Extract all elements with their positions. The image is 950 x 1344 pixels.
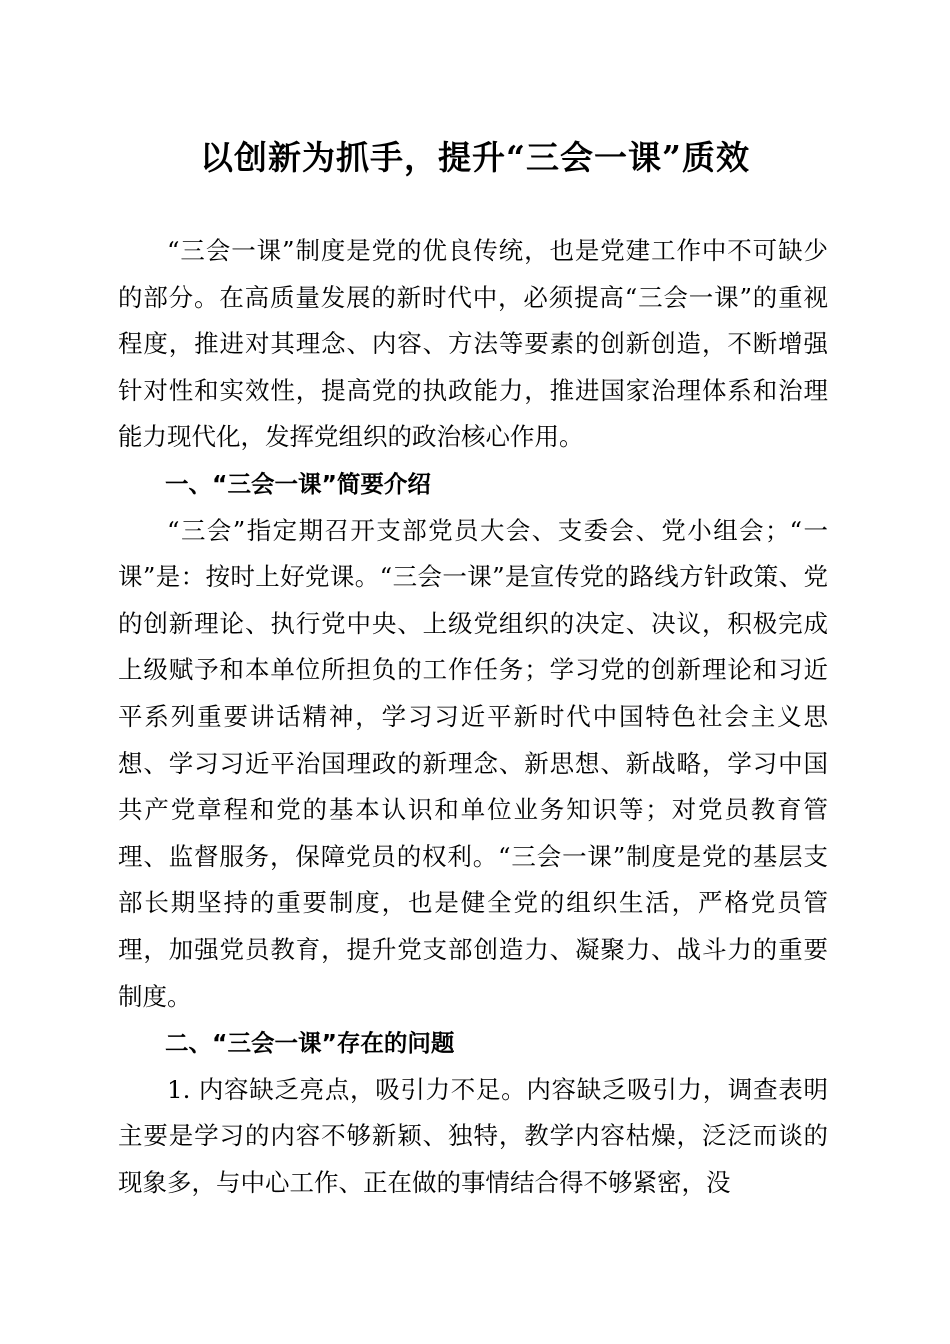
section-1-paragraph: “三会”指定期召开支部党员大会、支委会、党小组会；“一课”是：按时上好党课。“三会一课”是宣传党的路线方针政策、党的创新理论、执行党中央、上级党组织的决定、决议，积极完成上级赋予和本单位所担负的工作任务；学习党的创新理论和习近平系列重要讲话精神，学习习近平新时代中国特色社会主义思想、学习习近平治国理政的新理念、新思想、新战略，学习中国共产党章程和党的基本认识和单位业务知识等；对党员教育管理、监督服务，保障党员的权利。“三会一课”制度是党的基层支部长期坚持的重要制度，也是健全党的组织生活，严格党员管理，加强党员教育，提升党支部创造力、凝聚力、战斗力的重要制度。 <box>118 515 828 1011</box>
section-2-paragraph: 1. 内容缺乏亮点，吸引力不足。内容缺乏吸引力，调查表明主要是学习的内容不够新颖、独特，教学内容枯燥，泛泛而谈的现象多，与中心工作、正在做的事情结合得不够紧密，没 <box>118 1074 828 1197</box>
section-2-heading: 二、“三会一课”存在的问题 <box>165 1029 455 1058</box>
document-title: 以创新为抓手，提升“三会一课”质效 <box>200 138 750 177</box>
section-1-heading: 一、“三会一课”简要介绍 <box>165 469 431 498</box>
document-body <box>118 228 828 1206</box>
intro-paragraph: “三会一课”制度是党的优良传统，也是党建工作中不可缺少的部分。在高质量发展的新时代中，必须提高“三会一课”的重视程度，推进对其理念、内容、方法等要素的创新创造，不断增强针对性和实效性，提高党的执政能力，推进国家治理体系和治理能力现代化，发挥党组织的政治核心作用。 <box>118 236 828 452</box>
